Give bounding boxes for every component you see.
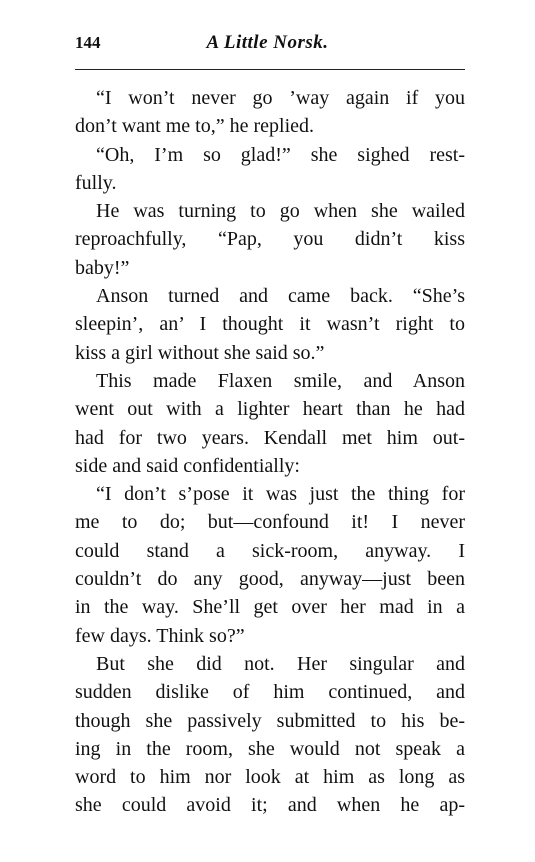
text-line: though she passively submitted to his be- xyxy=(75,709,465,732)
text-line: “I don’t s’pose it was just the thing for xyxy=(96,483,465,506)
text-line: word to him nor look at him as long as xyxy=(75,766,465,789)
header-rule xyxy=(75,69,465,70)
running-title: A Little Norsk. xyxy=(206,32,329,53)
text-line: He was turning to go when she wailed xyxy=(96,200,465,223)
text-line: “Oh, I’m so glad!” she sighed rest- xyxy=(96,143,465,166)
text-line: sudden dislike of him continued, and xyxy=(75,681,465,704)
text-line: Anson turned and came back. “She’s xyxy=(96,285,465,308)
text-line: baby!” xyxy=(75,256,130,279)
text-line: reproachfully, “Pap, you didn’t kiss xyxy=(75,228,465,251)
text-line: don’t want me to,” he replied. xyxy=(75,115,315,138)
text-line: sleepin’, an’ I thought it wasn’t right to xyxy=(75,313,465,336)
text-line: had for two years. Kendall met him out- xyxy=(75,426,465,449)
text-line: went out with a lighter heart than he had xyxy=(75,398,465,421)
text-line: fully. xyxy=(75,171,117,194)
text-line: But she did not. Her singular and xyxy=(96,652,465,675)
text-line: ing in the room, she would not speak a xyxy=(75,737,465,760)
text-line: “I won’t never go ’way again if you xyxy=(96,87,465,109)
page-number: 144 xyxy=(75,33,101,52)
text-line: she could avoid it; and when he ap- xyxy=(75,794,465,817)
body-text xyxy=(75,84,465,820)
text-line: couldn’t do any good, anyway—just been xyxy=(75,568,465,591)
text-line: in the way. She’ll get over her mad in a xyxy=(75,596,465,619)
text-line: few days. Think so?” xyxy=(75,624,245,647)
text-line: This made Flaxen smile, and Anson xyxy=(96,369,465,392)
text-line: me to do; but—confound it! I never xyxy=(75,511,465,534)
text-line: side and said confidentially: xyxy=(75,454,300,477)
text-line: kiss a girl without she said so.” xyxy=(75,341,325,364)
text-line: could stand a sick-room, anyway. I xyxy=(75,539,465,562)
